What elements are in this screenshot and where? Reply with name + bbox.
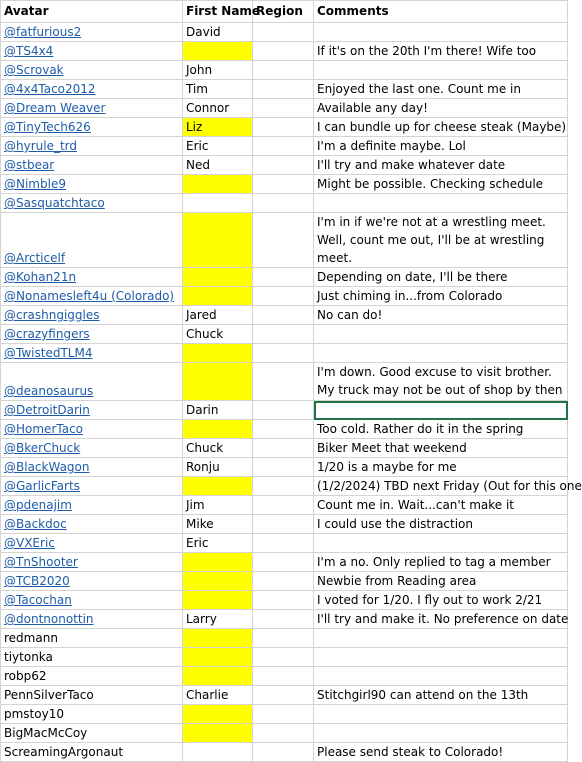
comment-cell[interactable] xyxy=(314,705,568,724)
region-cell[interactable] xyxy=(253,743,314,762)
comment-cell[interactable]: (1/2/2024) TBD next Friday (Out for this one xyxy=(314,477,568,496)
region-cell[interactable] xyxy=(253,268,314,287)
avatar-cell[interactable]: @HomerTaco xyxy=(1,420,183,439)
avatar-cell[interactable]: @Nimble9 xyxy=(1,175,183,194)
avatar-cell[interactable]: @Backdoc xyxy=(1,515,183,534)
first-name-cell[interactable] xyxy=(183,175,253,194)
comment-cell[interactable]: 1/20 is a maybe for me xyxy=(314,458,568,477)
first-name-cell[interactable]: David xyxy=(183,23,253,42)
first-name-cell[interactable] xyxy=(183,553,253,572)
first-name-cell[interactable] xyxy=(183,194,253,213)
avatar-cell[interactable]: BigMacMcCoy xyxy=(1,724,183,743)
header-avatar[interactable]: Avatar xyxy=(1,1,183,23)
comment-cell[interactable] xyxy=(314,344,568,363)
avatar-cell[interactable]: @TnShooter xyxy=(1,553,183,572)
avatar-cell[interactable]: pmstoy10 xyxy=(1,705,183,724)
first-name-cell[interactable]: Ronju xyxy=(183,458,253,477)
avatar-cell[interactable]: @dontnonottin xyxy=(1,610,183,629)
table-row xyxy=(1,705,568,724)
region-cell[interactable] xyxy=(253,325,314,344)
comment-cell[interactable]: Count me in. Wait...can't make it xyxy=(314,496,568,515)
region-cell[interactable] xyxy=(253,287,314,306)
first-name-cell[interactable] xyxy=(183,667,253,686)
first-name-cell[interactable]: Jim xyxy=(183,496,253,515)
table-row xyxy=(1,118,568,137)
region-cell[interactable] xyxy=(253,156,314,175)
first-name-cell[interactable]: John xyxy=(183,61,253,80)
comment-cell[interactable] xyxy=(314,325,568,344)
region-cell[interactable] xyxy=(253,99,314,118)
comment-cell[interactable] xyxy=(314,648,568,667)
table-row xyxy=(1,401,568,420)
first-name-cell[interactable] xyxy=(183,363,253,401)
comment-cell[interactable]: I can bundle up for cheese steak (Maybe) xyxy=(314,118,568,137)
comment-cell[interactable] xyxy=(314,194,568,213)
region-cell[interactable] xyxy=(253,686,314,705)
comment-cell[interactable]: Biker Meet that weekend xyxy=(314,439,568,458)
first-name-cell[interactable] xyxy=(183,477,253,496)
region-cell[interactable] xyxy=(253,363,314,401)
avatar-cell[interactable]: @crazyfingers xyxy=(1,325,183,344)
region-cell[interactable] xyxy=(253,496,314,515)
avatar-cell[interactable]: redmann xyxy=(1,629,183,648)
table-row xyxy=(1,629,568,648)
table-row xyxy=(1,61,568,80)
first-name-cell[interactable]: Chuck xyxy=(183,439,253,458)
avatar-cell[interactable]: @Nonamesleft4u (Colorado) xyxy=(1,287,183,306)
first-name-cell[interactable]: Ned xyxy=(183,156,253,175)
table-row xyxy=(1,667,568,686)
table-row xyxy=(1,686,568,705)
table-body xyxy=(1,23,582,762)
region-cell[interactable] xyxy=(253,194,314,213)
first-name-cell[interactable] xyxy=(183,344,253,363)
region-cell[interactable] xyxy=(253,23,314,42)
table-row xyxy=(1,515,568,534)
first-name-cell[interactable]: Darin xyxy=(183,401,253,420)
avatar-cell[interactable]: @Scrovak xyxy=(1,61,183,80)
table-row xyxy=(1,325,568,344)
avatar-cell[interactable]: @4x4Taco2012 xyxy=(1,80,183,99)
avatar-cell[interactable]: @TS4x4 xyxy=(1,42,183,61)
first-name-cell[interactable]: Eric xyxy=(183,534,253,553)
region-cell[interactable] xyxy=(253,515,314,534)
region-cell[interactable] xyxy=(253,61,314,80)
avatar-cell[interactable]: @Dream Weaver xyxy=(1,99,183,118)
region-cell[interactable] xyxy=(253,175,314,194)
table-row xyxy=(1,496,568,515)
first-name-cell[interactable] xyxy=(183,268,253,287)
first-name-cell[interactable]: Tim xyxy=(183,80,253,99)
first-name-cell[interactable] xyxy=(183,213,253,268)
table-row xyxy=(1,287,568,306)
avatar-cell[interactable]: @BlackWagon xyxy=(1,458,183,477)
region-cell[interactable] xyxy=(253,667,314,686)
first-name-cell[interactable]: Chuck xyxy=(183,325,253,344)
comment-cell[interactable] xyxy=(314,724,568,743)
comment-cell[interactable] xyxy=(314,401,568,420)
first-name-cell[interactable]: Connor xyxy=(183,99,253,118)
table-row xyxy=(1,572,568,591)
region-cell[interactable] xyxy=(253,534,314,553)
header-region[interactable]: Region xyxy=(253,1,314,23)
first-name-cell[interactable]: Liz xyxy=(183,118,253,137)
comment-cell[interactable]: I'm a no. Only replied to tag a member xyxy=(314,553,568,572)
avatar-cell[interactable]: @Arcticelf xyxy=(1,213,183,268)
first-name-cell[interactable] xyxy=(183,705,253,724)
first-name-cell[interactable] xyxy=(183,724,253,743)
first-name-cell[interactable] xyxy=(183,420,253,439)
comment-cell[interactable] xyxy=(314,629,568,648)
table-row xyxy=(1,610,568,629)
first-name-cell[interactable] xyxy=(183,287,253,306)
region-cell[interactable] xyxy=(253,213,314,268)
first-name-cell[interactable] xyxy=(183,648,253,667)
comment-cell[interactable]: Too cold. Rather do it in the spring xyxy=(314,420,568,439)
comment-cell[interactable]: Just chiming in...from Colorado xyxy=(314,287,568,306)
avatar-cell[interactable]: @pdenajim xyxy=(1,496,183,515)
region-cell[interactable] xyxy=(253,458,314,477)
comment-cell[interactable] xyxy=(314,667,568,686)
table-row xyxy=(1,213,568,268)
table-row xyxy=(1,175,568,194)
comment-cell[interactable] xyxy=(314,23,568,42)
region-cell[interactable] xyxy=(253,344,314,363)
region-cell[interactable] xyxy=(253,477,314,496)
table-row xyxy=(1,534,568,553)
comment-cell[interactable] xyxy=(314,61,568,80)
table-row xyxy=(1,306,568,325)
avatar-cell[interactable]: @GarlicFarts xyxy=(1,477,183,496)
region-cell[interactable] xyxy=(253,591,314,610)
comment-cell[interactable]: I'm in if we're not at a wrestling meet. Well, count me out, I'll be at wrestling meet. xyxy=(314,213,568,268)
table-row xyxy=(1,420,568,439)
table-row xyxy=(1,363,568,401)
first-name-cell[interactable] xyxy=(183,629,253,648)
avatar-cell[interactable]: @stbear xyxy=(1,156,183,175)
table-row xyxy=(1,439,568,458)
header-comments[interactable]: Comments xyxy=(314,1,568,23)
region-cell[interactable] xyxy=(253,610,314,629)
header-row xyxy=(1,1,568,23)
table-row xyxy=(1,477,568,496)
comment-cell[interactable]: Newbie from Reading area xyxy=(314,572,568,591)
comment-cell[interactable]: Might be possible. Checking schedule xyxy=(314,175,568,194)
region-cell[interactable] xyxy=(253,572,314,591)
table-row xyxy=(1,724,568,743)
first-name-cell[interactable]: Eric xyxy=(183,137,253,156)
region-cell[interactable] xyxy=(253,705,314,724)
comment-cell[interactable]: Stitchgirl90 can attend on the 13th xyxy=(314,686,568,705)
avatar-cell[interactable]: @TCB2020 xyxy=(1,572,183,591)
header-first-name[interactable]: First Name xyxy=(183,1,253,23)
region-cell[interactable] xyxy=(253,80,314,99)
region-cell[interactable] xyxy=(253,553,314,572)
avatar-cell[interactable]: @TwistedTLM4 xyxy=(1,344,183,363)
comment-cell[interactable]: I voted for 1/20. I fly out to work 2/21 xyxy=(314,591,568,610)
comment-cell[interactable]: I could use the distraction xyxy=(314,515,568,534)
table-row xyxy=(1,268,568,287)
table-row xyxy=(1,553,568,572)
region-cell[interactable] xyxy=(253,629,314,648)
region-cell[interactable] xyxy=(253,306,314,325)
table-row xyxy=(1,743,568,762)
avatar-cell[interactable]: @VXEric xyxy=(1,534,183,553)
region-cell[interactable] xyxy=(253,724,314,743)
comment-cell[interactable]: Depending on date, I'll be there xyxy=(314,268,568,287)
first-name-cell[interactable] xyxy=(183,743,253,762)
comment-cell[interactable]: Available any day! xyxy=(314,99,568,118)
table-row xyxy=(1,23,568,42)
first-name-cell[interactable] xyxy=(183,572,253,591)
avatar-cell[interactable]: @DetroitDarin xyxy=(1,401,183,420)
comment-cell[interactable]: I'm down. Good excuse to visit brother. My truck may not be out of shop by then xyxy=(314,363,568,401)
comment-cell[interactable]: If it's on the 20th I'm there! Wife too xyxy=(314,42,568,61)
avatar-cell[interactable]: @crashngiggles xyxy=(1,306,183,325)
table-row xyxy=(1,80,568,99)
first-name-cell[interactable]: Jared xyxy=(183,306,253,325)
comment-cell[interactable]: Please send steak to Colorado! xyxy=(314,743,568,762)
first-name-cell[interactable] xyxy=(183,591,253,610)
avatar-cell[interactable]: PennSilverTaco xyxy=(1,686,183,705)
first-name-cell[interactable] xyxy=(183,42,253,61)
avatar-cell[interactable]: robp62 xyxy=(1,667,183,686)
table-row xyxy=(1,156,568,175)
avatar-cell[interactable]: @hyrule_trd xyxy=(1,137,183,156)
region-cell[interactable] xyxy=(253,401,314,420)
table-row xyxy=(1,591,568,610)
avatar-cell[interactable]: @Sasquatchtaco xyxy=(1,194,183,213)
region-cell[interactable] xyxy=(253,439,314,458)
avatar-cell[interactable]: @deanosaurus xyxy=(1,363,183,401)
comment-cell[interactable]: No can do! xyxy=(314,306,568,325)
avatar-cell[interactable]: @Tacochan xyxy=(1,591,183,610)
comment-cell[interactable]: I'm a definite maybe. Lol xyxy=(314,137,568,156)
region-cell[interactable] xyxy=(253,137,314,156)
comment-cell[interactable] xyxy=(314,534,568,553)
avatar-cell[interactable]: ScreamingArgonaut xyxy=(1,743,183,762)
comment-cell[interactable]: I'll try and make whatever date xyxy=(314,156,568,175)
first-name-cell[interactable]: Mike xyxy=(183,515,253,534)
table-row xyxy=(1,194,568,213)
table-row xyxy=(1,344,568,363)
region-cell[interactable] xyxy=(253,420,314,439)
first-name-cell[interactable]: Larry xyxy=(183,610,253,629)
avatar-cell[interactable]: @fatfurious2 xyxy=(1,23,183,42)
table-row xyxy=(1,458,568,477)
avatar-cell[interactable]: @BkerChuck xyxy=(1,439,183,458)
comment-cell[interactable]: Enjoyed the last one. Count me in xyxy=(314,80,568,99)
table-row xyxy=(1,137,568,156)
region-cell[interactable] xyxy=(253,42,314,61)
table-row xyxy=(1,42,568,61)
avatar-cell[interactable]: tiytonka xyxy=(1,648,183,667)
table-row xyxy=(1,648,568,667)
table-row xyxy=(1,99,568,118)
first-name-cell[interactable]: Charlie xyxy=(183,686,253,705)
region-cell[interactable] xyxy=(253,648,314,667)
avatar-cell[interactable]: @Kohan21n xyxy=(1,268,183,287)
region-cell[interactable] xyxy=(253,118,314,137)
avatar-cell[interactable]: @TinyTech626 xyxy=(1,118,183,137)
comment-cell[interactable]: I'll try and make it. No preference on date xyxy=(314,610,568,629)
